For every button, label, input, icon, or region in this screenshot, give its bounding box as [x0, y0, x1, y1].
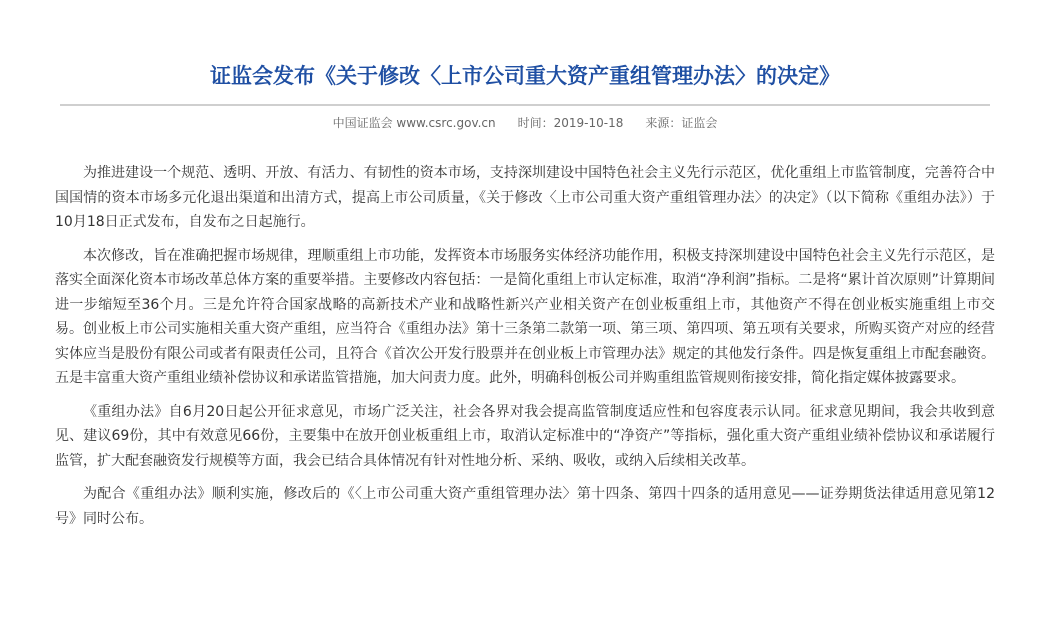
article-meta [60, 114, 990, 131]
article-paragraph: 本次修改，旨在准确把握市场规律，理顺重组上市功能，发挥资本市场服务实体经济功能作用，积极支持深圳建设中国特色社会主义先行示范区，是落实全面深化资本市场改革总体方案的重要举措。主要修改内容包括：一是简化重组上市认定标准，取消“净利润”指标。二是将“累计首次原则”计算期间进一步缩短至36个月。三是允许符合国家战略的高新技术产业和战略性新兴产业相关资产在创业板重组上市，其他资产不得在创业板实施重组上市交易。创业板上市公司实施相关重大资产重组，应当符合《重组办法》第十三条第二款第一项、第三项、第四项、第五项有关要求，所购买资产对应的经营实体应当是股份有限公司或者有限责任公司，且符合《首次公开发行股票并在创业板上市管理办法》规定的其他发行条件。四是恢复重组上市配套融资。五是丰富重大资产重组业绩补偿协议和承诺监管措施，加大问责力度。此外，明确科创板公司并购重组监管规则衔接安排，简化指定媒体披露要求。 [55, 247, 995, 386]
meta-site: 中国证监会 www.csrc.gov.cn [332, 116, 496, 130]
meta-source: 来源：证监会 [645, 116, 718, 130]
meta-time: 时间：2019-10-18 [517, 116, 624, 130]
article-body [55, 161, 995, 540]
article-paragraph: 为推进建设一个规范、透明、开放、有活力、有韧性的资本市场，支持深圳建设中国特色社会主义先行示范区，优化重组上市监管制度，完善符合中国国情的资本市场多元化退出渠道和出清方式，提高上市公司质量，《关于修改〈上市公司重大资产重组管理办法〉的决定》（以下简称《重组办法》）于10月18日正式发布，自发布之日起施行。 [55, 165, 995, 230]
title-divider [60, 104, 990, 106]
article-title: 证监会发布《关于修改〈上市公司重大资产重组管理办法〉的决定》 [210, 64, 840, 88]
article-paragraph: 为配合《重组办法》顺利实施，修改后的《〈上市公司重大资产重组管理办法〉第十四条、第四十四条的适用意见——证券期货法律适用意见第12号》同时公布。 [55, 486, 995, 527]
article-paragraph: 《重组办法》自6月20日起公开征求意见，市场广泛关注，社会各界对我会提高监管制度适应性和包容度表示认同。征求意见期间，我会共收到意见、建议69份，其中有效意见66份，主要集中在放开创业板重组上市，取消认定标准中的“净资产”等指标，强化重大资产重组业绩补偿协议和承诺履行监管，扩大配套融资发行规模等方面，我会已结合具体情况有针对性地分析、采纳、吸收，或纳入后续相关改革。 [55, 403, 995, 469]
